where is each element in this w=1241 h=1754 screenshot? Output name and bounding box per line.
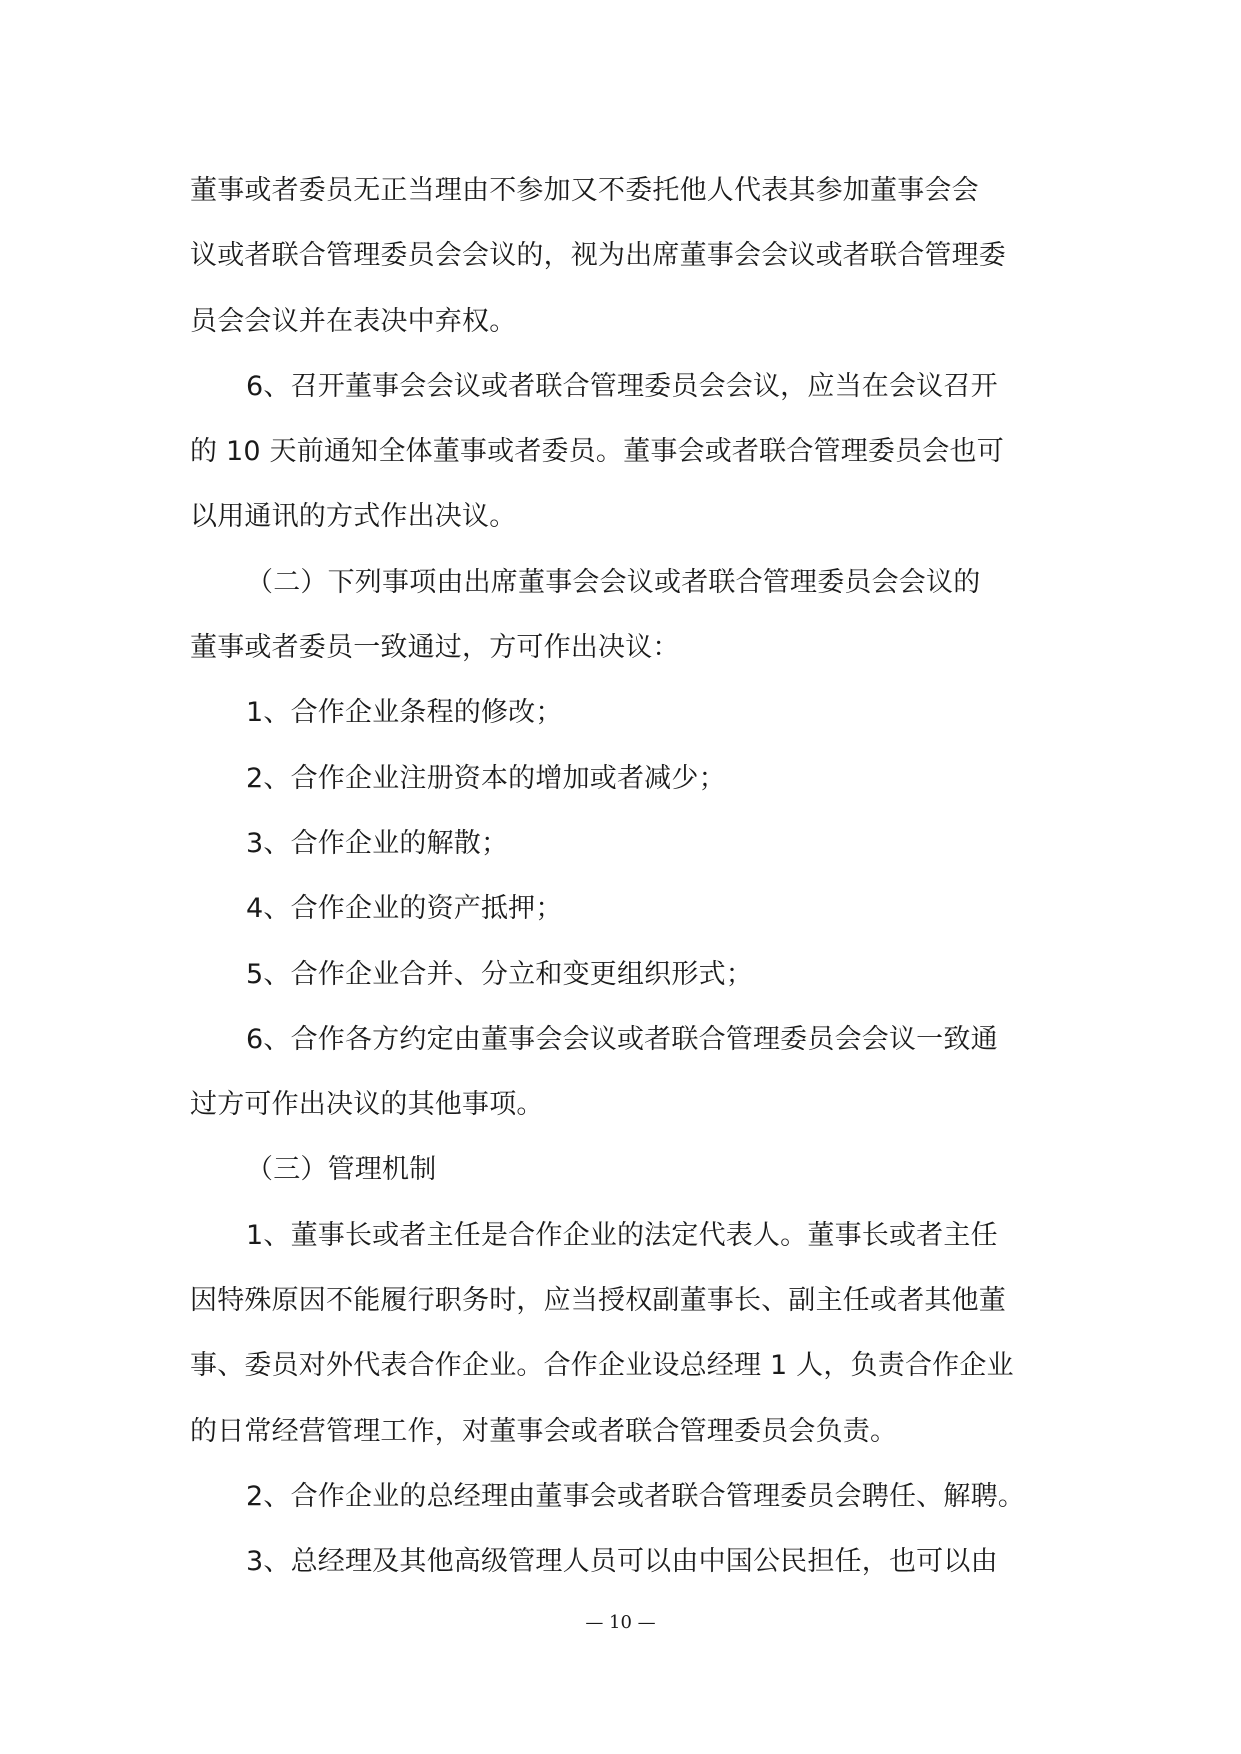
text-line: 董事或者委员无正当理由不参加又不委托他人代表其参加董事会会 bbox=[190, 175, 979, 206]
text-line: （二）下列事项由出席董事会会议或者联合管理委员会会议的 bbox=[246, 566, 981, 598]
text-line: 5、合作企业合并、分立和变更组织形式； bbox=[246, 958, 753, 990]
text-line: （三）管理机制 bbox=[246, 1154, 437, 1186]
text-line: 员会会议并在表决中弃权。 bbox=[190, 305, 517, 337]
text-line: 的 10 天前通知全体董事或者委员。董事会或者联合管理委员会也可 bbox=[190, 436, 1004, 468]
text-line: 4、合作企业的资产抵押； bbox=[246, 893, 563, 925]
text-line: 3、总经理及其他高级管理人员可以由中国公民担任，也可以由 bbox=[246, 1546, 998, 1578]
text-line: 的日常经营管理工作，对董事会或者联合管理委员会负责。 bbox=[190, 1415, 898, 1447]
text-line: 3、合作企业的解散； bbox=[246, 827, 509, 859]
text-line: 6、合作各方约定由董事会会议或者联合管理委员会会议一致通 bbox=[246, 1023, 998, 1055]
text-line: 过方可作出决议的其他事项。 bbox=[190, 1089, 544, 1121]
text-line: 1、董事长或者主任是合作企业的法定代表人。董事长或者主任 bbox=[246, 1219, 998, 1251]
text-line: 2、合作企业的总经理由董事会或者联合管理委员会聘任、解聘。 bbox=[246, 1480, 1025, 1512]
text-line: 1、合作企业条程的修改； bbox=[246, 697, 563, 729]
text-line: 2、合作企业注册资本的增加或者减少； bbox=[246, 762, 726, 794]
text-line: 6、召开董事会会议或者联合管理委员会会议，应当在会议召开 bbox=[246, 370, 998, 402]
text-line: 事、委员对外代表合作企业。合作企业设总经理 1 人，负责合作企业 bbox=[190, 1350, 1014, 1382]
text-line: 因特殊原因不能履行职务时，应当授权副董事长、副主任或者其他董 bbox=[190, 1285, 1006, 1317]
page-number: — 10 — bbox=[585, 1612, 656, 1633]
text-line: 以用通讯的方式作出决议。 bbox=[190, 501, 517, 533]
body-text bbox=[190, 158, 1060, 1595]
text-line: 议或者联合管理委员会会议的，视为出席董事会会议或者联合管理委 bbox=[190, 240, 1006, 272]
text-line: 董事或者委员一致通过，方可作出决议： bbox=[190, 632, 680, 664]
